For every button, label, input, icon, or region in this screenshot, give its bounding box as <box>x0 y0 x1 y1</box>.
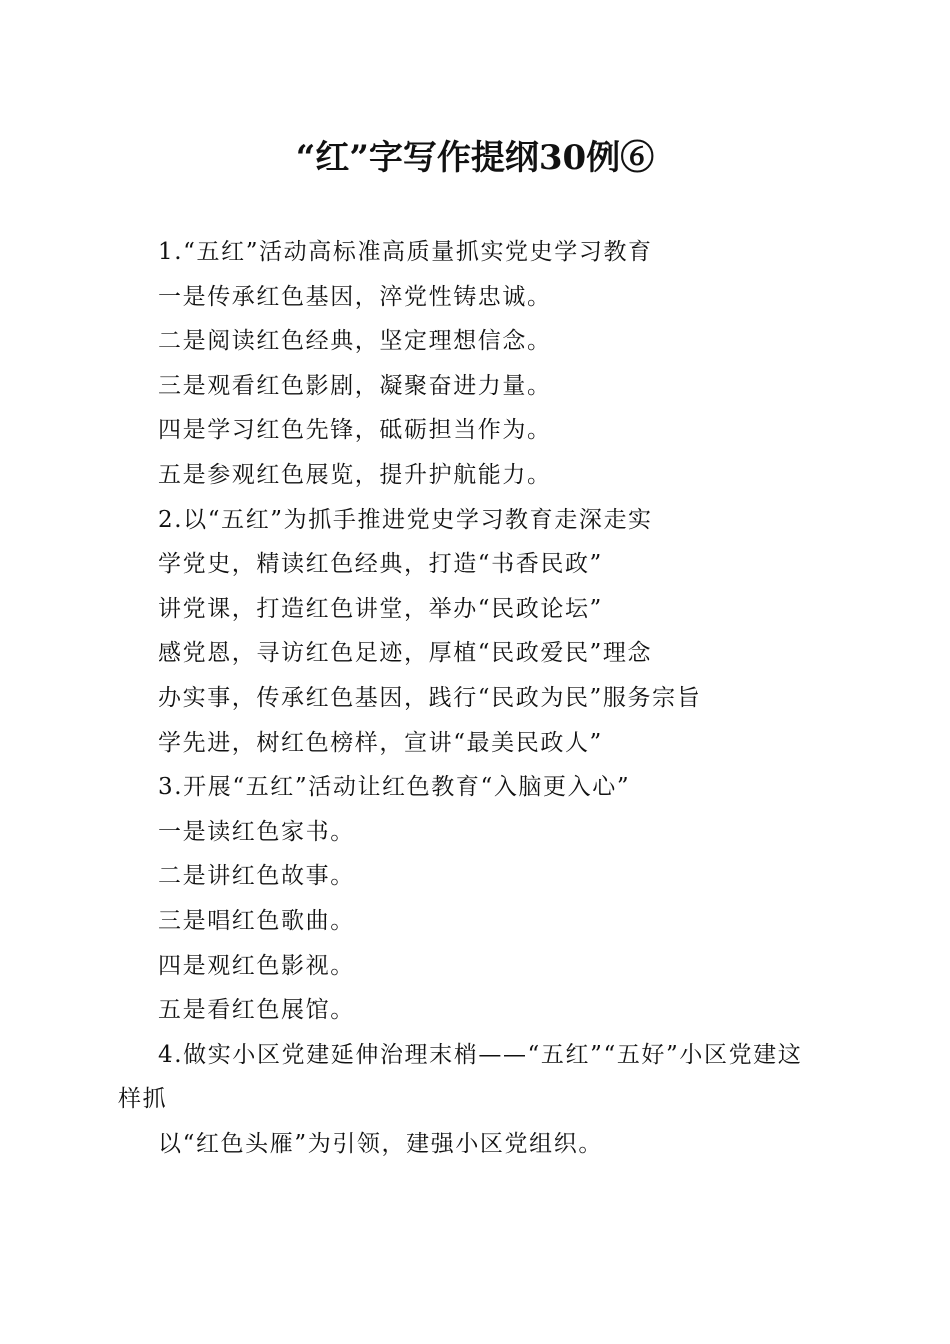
list-item: 感党恩，寻访红色足迹，厚植“民政爱民”理念 <box>158 640 653 667</box>
list-item: 二是阅读红色经典，坚定理想信念。 <box>158 328 552 355</box>
list-item: 四是观红色影视。 <box>158 952 355 979</box>
heading-item-3: 3.开展“五红”活动让红色教育“入脑更入心” <box>158 774 631 801</box>
document-body <box>118 230 838 1166</box>
list-item: 二是讲红色故事。 <box>158 863 355 890</box>
list-item: 一是传承红色基因，淬党性铸忠诚。 <box>158 283 552 310</box>
list-item: 讲党课，打造红色讲堂，举办“民政论坛” <box>158 595 603 622</box>
heading-item-2: 2.以“五红”为抓手推进党史学习教育走深走实 <box>158 506 653 533</box>
list-item: 一是读红色家书。 <box>158 818 355 845</box>
list-item: 五是参观红色展览，提升护航能力。 <box>158 461 552 488</box>
heading-item-1: 1.“五红”活动高标准高质量抓实党史学习教育 <box>158 239 653 265</box>
list-item: 五是看红色展馆。 <box>158 997 355 1024</box>
list-item: 以“红色头雁”为引领，建强小区党组织。 <box>158 1130 603 1157</box>
list-item: 办实事，传承红色基因，践行“民政为民”服务宗旨 <box>158 684 702 711</box>
document-title: “红”字写作提纲30例⑥ <box>295 138 655 178</box>
list-item: 学先进，树红色榜样，宣讲“最美民政人” <box>158 729 603 756</box>
list-item: 三是观看红色影剧，凝聚奋进力量。 <box>158 372 552 399</box>
list-item: 学党史，精读红色经典，打造“书香民政” <box>158 551 603 578</box>
heading-item-4: 4.做实小区党建延伸治理末梢——“五红”“五好”小区党建这样抓 <box>118 1041 803 1113</box>
list-item: 三是唱红色歌曲。 <box>158 907 355 934</box>
list-item: 四是学习红色先锋，砥砺担当作为。 <box>158 417 552 444</box>
